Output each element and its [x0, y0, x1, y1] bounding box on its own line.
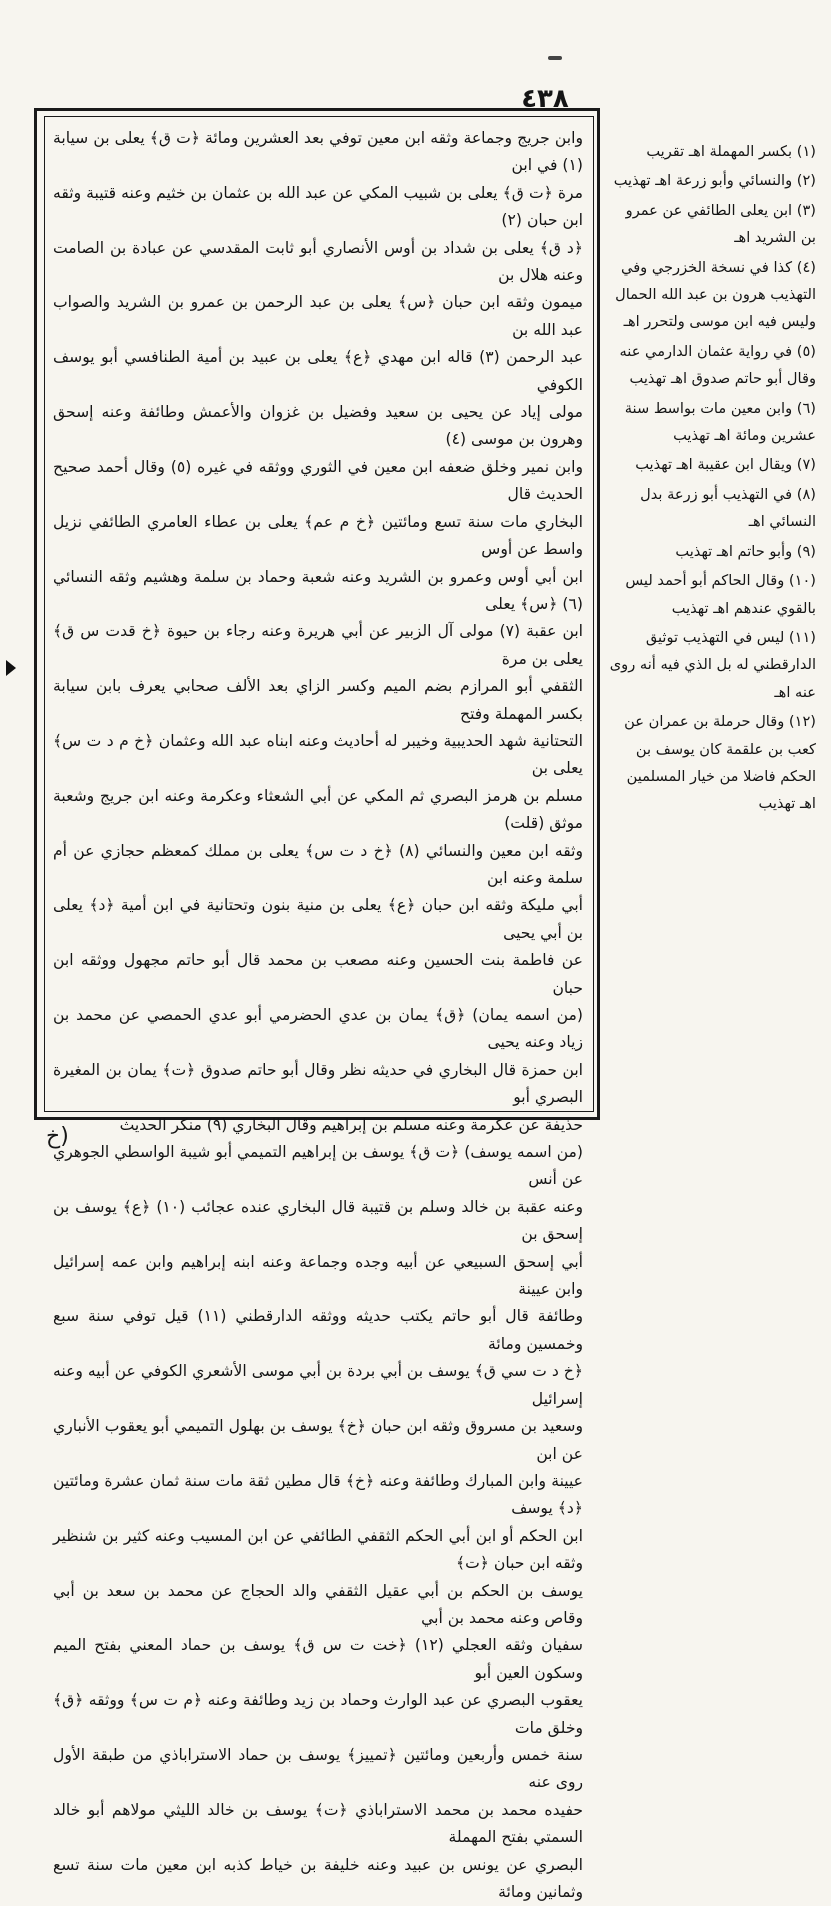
text-line: سفيان وثقه العجلي (١٢) ﴿خت ت س ق﴾ يوسف بن حماد المعني بفتح الميم وسكون العين أبو: [53, 1636, 583, 1682]
text-line: حذيفة عن عكرمة وعنه مسلم بن إبراهيم وقال البخاري (٩) منكر الحديث: [119, 1115, 583, 1134]
footnote: (١٠) وقال الحاكم أبو أحمد ليس بالقوي عندهم اهـ تهذيب: [625, 572, 816, 617]
text-line: وعنه عقبة بن خالد وسلم بن قتيبة قال البخاري عنده عجائب (١٠) ﴿ع﴾ يوسف بن إسحق بن: [53, 1197, 583, 1244]
text-line: مولى إياد عن يحيى بن سعيد وفضيل بن غزوان والأعمش وطائفة وعنه إسحق وهرون بن موسى (٤): [53, 403, 583, 449]
text-line: يوسف بن الحكم بن أبي عقيل الثقفي والد الحجاج عن محمد بن سعد بن أبي وقاص وعنه محمد بن أبي: [53, 1581, 583, 1627]
text-line: عن فاطمة بنت الحسين وعنه مصعب بن محمد قال أبو حاتم مجهول ووثقه ابن حبان: [53, 951, 583, 997]
footnote: (١) بكسر المهملة اهـ تقريب: [646, 143, 816, 160]
footnote: (٧) ويقال ابن عقيبة اهـ تهذيب: [635, 456, 816, 474]
page-number: ٤٣٨: [521, 84, 569, 114]
footnote: (٨) في التهذيب أبو زرعة بدل النسائي اهـ: [640, 485, 816, 531]
text-line: أبي مليكة وثقه ابن حبان ﴿ع﴾ يعلى بن منية بنون وتحتانية في ابن أمية ﴿د﴾ يعلى بن أبي يحيى: [53, 896, 583, 942]
text-frame: [44, 116, 594, 1901]
text-line: البصري عن يونس بن عبيد وعنه خليفة بن خياط كذبه ابن معين مات سنة تسع وثمانين ومائة: [53, 1855, 583, 1901]
text-line: ابن حمزة قال البخاري في حديثه نظر وقال أبو حاتم صدوق ﴿ت﴾ يمان بن المغيرة البصري أبو: [53, 1060, 583, 1107]
text-line: حفيده محمد بن محمد الاستراباذي ﴿ت﴾ يوسف بن خالد الليثي مولاهم أبو خالد السمتي بفتح المهملة: [53, 1800, 583, 1847]
text-line: عيينة وابن المبارك وطائفة وعنه ﴿خ﴾ قال مطين ثقة مات سنة ثمان عشرة ومائتين ﴿د﴾ يوسف: [53, 1471, 583, 1518]
text-line: وابن نمير وخلق ضعفه ابن معين في الثوري ووثقه في غيره (٥) وقال أحمد صحيح الحديث قال: [53, 457, 583, 504]
footnote: (٩) وأبو حاتم اهـ تهذيب: [675, 542, 816, 560]
text-line: وابن جريج وجماعة وثقه ابن معين توفي بعد العشرين ومائة ﴿ت ق﴾ يعلى بن سيابة (١) في ابن: [53, 129, 583, 175]
text-line: وسعيد بن مسروق وثقه ابن حبان ﴿خ﴾ يوسف بن بهلول التميمي أبو يعقوب الأنباري عن ابن: [53, 1417, 583, 1463]
text-line: البخاري مات سنة تسع ومائتين ﴿خ م عم﴾ يعلى بن عطاء العامري الطائفي نزيل واسط عن أوس: [53, 512, 583, 559]
text-line: ميمون وثقه ابن حبان ﴿س﴾ يعلى بن عبد الرحمن بن عمرو بن الشريد والصواب عبد الله بن: [53, 293, 583, 339]
main-text-body: [53, 125, 583, 1906]
text-line: ابن عقبة (٧) مولى آل الزبير عن أبي هريرة وعنه رجاء بن حيوة ﴿خ قدت س ق﴾ يعلى بن مرة: [53, 622, 583, 668]
text-line: مرة ﴿ت ق﴾ يعلى بن شبيب المكي عن عبد الله بن عثمان بن خثيم وعنه قتيبة وثقه ابن حبان (٢): [53, 183, 583, 230]
text-line: (من اسمه يمان) ﴿ق﴾ يمان بن عدي الحضرمي أبو عدي الحمصي عن محمد بن زياد وعنه يحيى: [53, 1006, 583, 1052]
catchword: (خ: [46, 1124, 69, 1149]
footnote: (١١) ليس في التهذيب توثيق الدارقطني له بل الذي فيه أنه روى عنه اهـ: [609, 628, 816, 701]
footnote: (٣) ابن يعلى الطائفي عن عمرو بن الشريد اهـ: [625, 201, 816, 247]
text-line: وطائفة قال أبو حاتم يكتب حديثه ووثقه الدارقطني (١١) قيل توفي سنة سبع وخمسين ومائة: [53, 1307, 583, 1353]
footnote: (٤) كذا في نسخة الخزرجي وفي التهذيب هرون بن عبد الله الحمال وليس فيه ابن موسى ولتحرر اهـ: [615, 258, 816, 331]
text-line: ﴿د ق﴾ يعلى بن شداد بن أوس الأنصاري أبو ثابت المقدسي عن عبادة بن الصامت وعنه هلال بن: [53, 238, 583, 285]
text-line: سنة خمس وأربعين ومائتين ﴿تمييز﴾ يوسف بن حماد الاستراباذي من طبقة الأول روى عنه: [53, 1745, 583, 1792]
margin-arrow-icon: [6, 660, 16, 676]
text-line: ابن الحكم أو ابن أبي الحكم الثقفي الطائفي عن ابن المسيب وعنه كثير بن شنظير وثقه ابن حبان ﴿ت﴾: [53, 1526, 583, 1573]
text-line: الثقفي أبو المرازم بضم الميم وكسر الزاي بعد الألف صحابي يعرف بابن سيابة بكسر المهملة وفتح: [53, 677, 583, 723]
footnotes-column: [606, 138, 816, 1138]
text-line: وثقه ابن معين والنسائي (٨) ﴿خ د ت س﴾ يعلى بن مملك كمعظم حجازي عن أم سلمة وعنه ابن: [53, 841, 584, 887]
scan-speck: [548, 56, 562, 60]
footnote: (٥) في رواية عثمان الدارمي عنه وقال أبو حاتم صدوق اهـ تهذيب: [619, 342, 816, 388]
footnote: (٦) وابن معين مات بواسط سنة عشرين ومائة اهـ تهذيب: [624, 399, 816, 445]
text-line: يعقوب البصري عن عبد الوارث وحماد بن زيد وطائفة وعنه ﴿م ت س﴾ ووثقه ﴿ق﴾ وخلق مات: [53, 1691, 583, 1737]
text-line: عبد الرحمن (٣) قاله ابن مهدي ﴿ع﴾ يعلى بن عبيد بن أمية الطنافسي أبو يوسف الكوفي: [53, 348, 584, 394]
text-line: (من اسمه يوسف) ﴿ت ق﴾ يوسف بن إبراهيم التميمي أبو شيبة الواسطي الجوهري عن أنس: [53, 1143, 583, 1189]
text-line: ابن أبي أوس وعمرو بن الشريد وعنه شعبة وحماد بن سلمة وهشيم وثقه النسائي (٦) ﴿س﴾ يعلى: [53, 567, 583, 613]
text-line: مسلم بن هرمز البصري ثم المكي عن أبي الشعثاء وعكرمة وعنه ابن جريج وشعبة موثق (قلت): [53, 786, 583, 833]
text-line: ﴿خ د ت سي ق﴾ يوسف بن أبي بردة بن أبي موسى الأشعري الكوفي عن أبيه وعنه إسرائيل: [53, 1362, 583, 1408]
text-line: التحتانية شهد الحديبية وخيبر له أحاديث وعنه ابناه عبد الله وعثمان ﴿خ م د ت س﴾ يعلى بن: [53, 731, 583, 778]
footnote: (١٢) وقال حرملة بن عمران عن كعب بن علقمة كان يوسف بن الحكم فاضلا من خيار المسلمين اهـ تهذيب: [624, 713, 816, 813]
footnote: (٢) والنسائي وأبو زرعة اهـ تهذيب: [613, 172, 816, 190]
text-line: أبي إسحق السبيعي عن أبيه وجده وجماعة وعنه ابنه إبراهيم وابن عمه إسرائيل وابن عيينة: [53, 1252, 583, 1299]
